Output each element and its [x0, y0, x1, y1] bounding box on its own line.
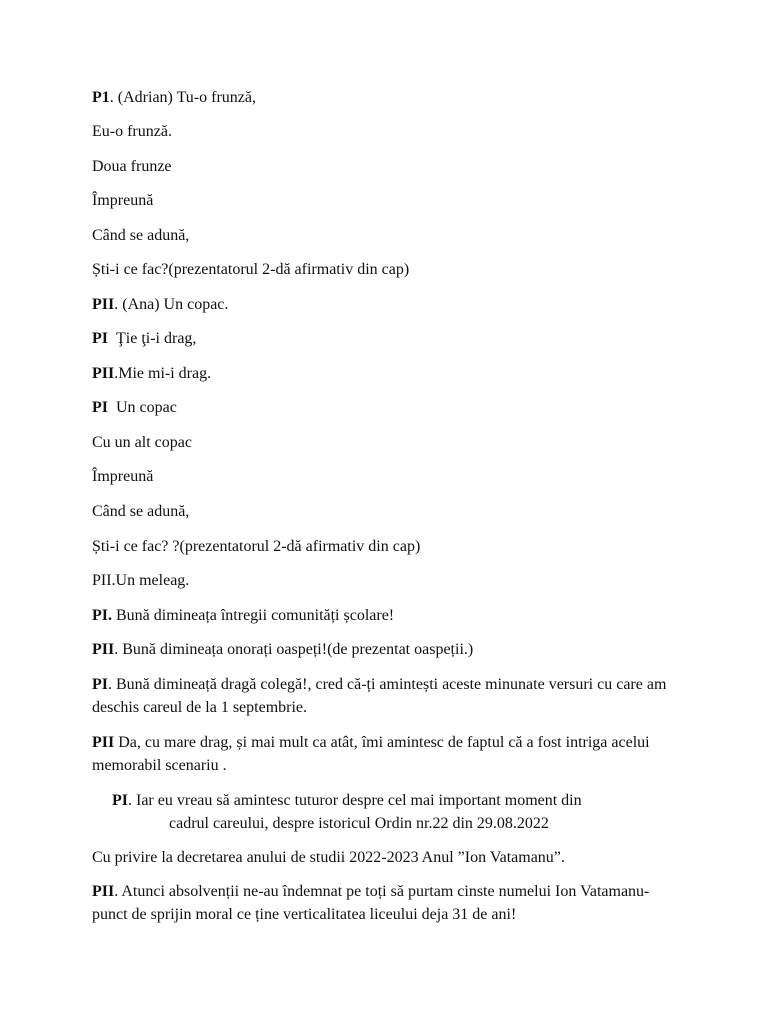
paragraph	[92, 431, 192, 454]
paragraph-text: .Mie mi-i drag.	[114, 365, 212, 382]
paragraph	[92, 224, 189, 247]
paragraph	[92, 569, 189, 592]
paragraph	[92, 327, 196, 350]
speaker-label: PII	[92, 296, 115, 313]
speaker-label: PI	[92, 399, 108, 416]
paragraph-text: Împreună	[92, 192, 154, 209]
paragraph-text: Doua frunze	[92, 158, 172, 175]
speaker-label: PII	[92, 641, 115, 658]
paragraph	[92, 86, 256, 109]
speaker-label: PII	[92, 734, 115, 751]
paragraph	[92, 396, 177, 419]
speaker-label: PI.	[92, 607, 112, 624]
paragraph-text: . Bună dimineață dragă colegă!, cred că-ți amintești aceste minunate versuri cu care am deschis careul de la 1 septembrie.	[92, 676, 667, 716]
paragraph-text: Împreună	[92, 468, 154, 485]
speaker-label: PII	[92, 365, 115, 382]
paragraph-text-continued: cadrul careului, despre istoricul Ordin nr.22 din 29.08.2022	[169, 815, 549, 832]
paragraph-text: Da, cu mare drag, și mai mult ca atât, îmi amintesc de faptul că a fost intriga acelui memorabil scenariu .	[92, 734, 650, 774]
paragraph-text: Ţie ţi-i drag,	[108, 330, 197, 347]
paragraph	[92, 189, 153, 212]
paragraph	[112, 789, 672, 835]
speaker-label: PII	[92, 883, 115, 900]
paragraph-text: Ști-i ce fac?(prezentatorul 2-dă afirmativ din cap)	[92, 261, 410, 278]
paragraph	[92, 604, 394, 627]
paragraph	[92, 258, 409, 281]
speaker-label: PI	[112, 792, 128, 809]
paragraph-text: Când se adună,	[92, 503, 190, 520]
paragraph-text: . (Adrian) Tu-o frunză,	[109, 89, 256, 106]
paragraph-text: . Bună dimineața onorați oaspeți!(de prezentat oaspeții.)	[114, 641, 474, 658]
paragraph-text: Cu un alt copac	[92, 434, 192, 451]
paragraph-text: Bună dimineața întregii comunități școlare!	[112, 607, 395, 624]
paragraph-text: . Atunci absolvenții ne-au îndemnat pe toți să purtam cinste numelui Ion Vatamanu-punct de sprijin moral ce ține verticalitatea liceului deja 31 de ani!	[92, 883, 650, 923]
paragraph-text: Un copac	[108, 399, 177, 416]
paragraph	[92, 535, 420, 558]
paragraph-text: Ști-i ce fac? ?(prezentatorul 2-dă afirmativ din cap)	[92, 538, 421, 555]
paragraph-text: . Iar eu vreau să amintesc tuturor despre cel mai important moment din	[128, 792, 582, 809]
speaker-label: PI	[92, 330, 108, 347]
paragraph	[92, 846, 565, 869]
paragraph-text: Când se adună,	[92, 227, 190, 244]
speaker-label: PI	[92, 676, 108, 693]
paragraph	[92, 731, 672, 777]
paragraph	[92, 673, 672, 719]
speaker-label: P1	[92, 89, 110, 106]
paragraph	[92, 293, 228, 316]
paragraph-text: PII.Un meleag.	[92, 572, 190, 589]
paragraph	[92, 155, 172, 178]
paragraph-text: . (Ana) Un copac.	[114, 296, 229, 313]
paragraph	[92, 638, 473, 661]
paragraph-text: Cu privire la decretarea anului de studii 2022-2023 Anul ”Ion Vatamanu”.	[92, 849, 565, 866]
paragraph-text: Eu-o frunză.	[92, 123, 172, 140]
paragraph	[92, 465, 153, 488]
paragraph	[92, 880, 672, 926]
paragraph	[92, 500, 189, 523]
paragraph	[92, 120, 172, 143]
paragraph	[92, 362, 211, 385]
